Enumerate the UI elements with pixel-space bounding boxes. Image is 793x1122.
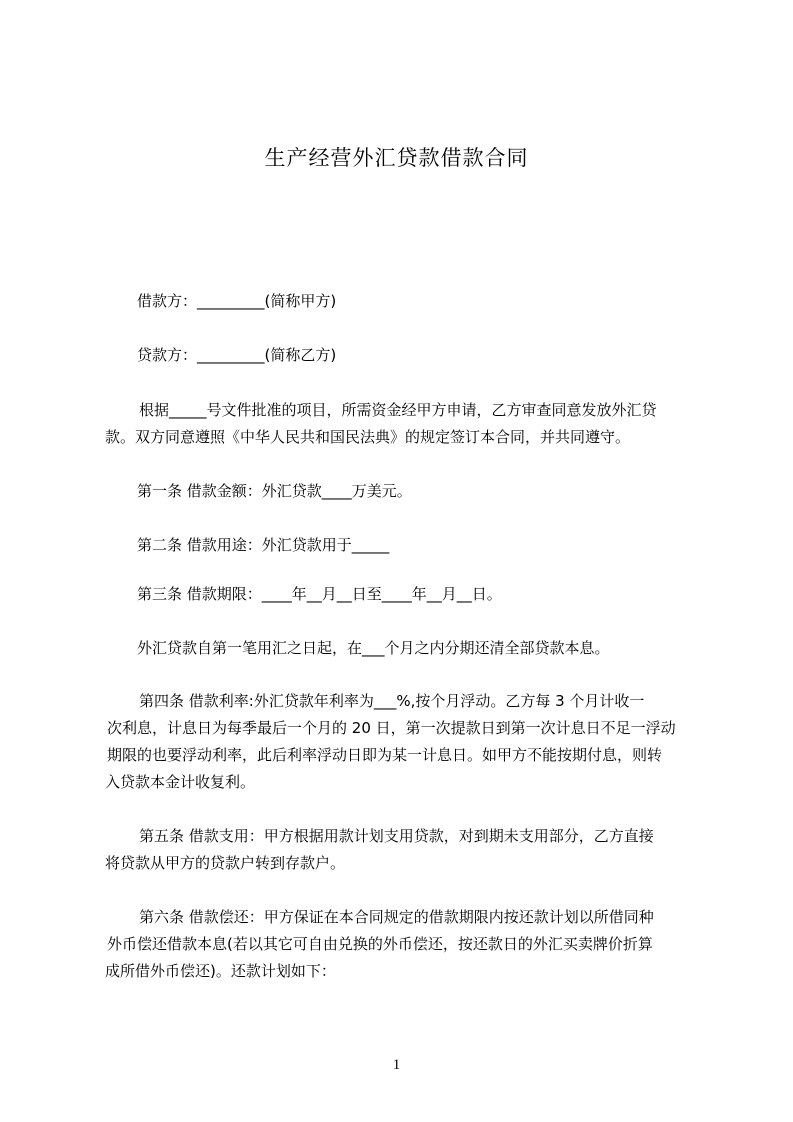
article-1-line: 第一条 借款金额：外汇贷款____万美元。 [137,482,412,500]
page-number: 1 [392,1057,401,1073]
article-5-line-1: 第五条 借款支用：甲方根据用款计划支用贷款，对到期未支用部分，乙方直接 [139,827,654,845]
document-title: 生产经营外汇贷款借款合同 [264,146,529,170]
article-5-line-2: 将贷款从甲方的贷款户转到存款户。 [105,854,346,872]
lender-line: 贷款方：_________(简称乙方) [137,346,337,364]
article-4-line-2: 次利息，计息日为每季最后一个月的 20 日，第一次提款日到第一次计息日不足一浮动 [107,719,676,737]
article-6-line-2: 外币偿还借款本息(若以其它可自由兑换的外币偿还，按还款日的外汇买卖牌价折算 [107,935,653,953]
preamble-line-1: 根据_____号文件批准的项目，所需资金经甲方申请，乙方审查同意发放外汇贷 [139,401,657,419]
article-6-line-3: 成所借外币偿还)。还款计划如下： [105,962,336,980]
borrower-line: 借款方：_________(简称甲方) [137,292,337,310]
preamble-line-2: 款。双方同意遵照《中华人民共和国民法典》的规定签订本合同，并共同遵守。 [105,428,631,446]
article-4-line-4: 入贷款本金计收复利。 [105,773,256,791]
article-3-line: 第三条 借款期限：____年__月__日至____年__月__日。 [137,585,502,603]
repayment-period-line: 外汇贷款自第一笔用汇之日起，在___个月之内分期还清全部贷款本息。 [137,639,610,657]
article-6-line-1: 第六条 借款偿还：甲方保证在本合同规定的借款期限内按还款计划以所借同种 [139,908,654,926]
article-4-line-1: 第四条 借款利率:外汇贷款年利率为___%,按个月浮动。乙方每 3 个月计收一 [139,692,645,710]
article-2-line: 第二条 借款用途：外汇贷款用于_____ [137,536,390,554]
article-4-line-3: 期限的也要浮动利率，此后利率浮动日即为某一计息日。如甲方不能按期付息，则转 [107,746,663,764]
